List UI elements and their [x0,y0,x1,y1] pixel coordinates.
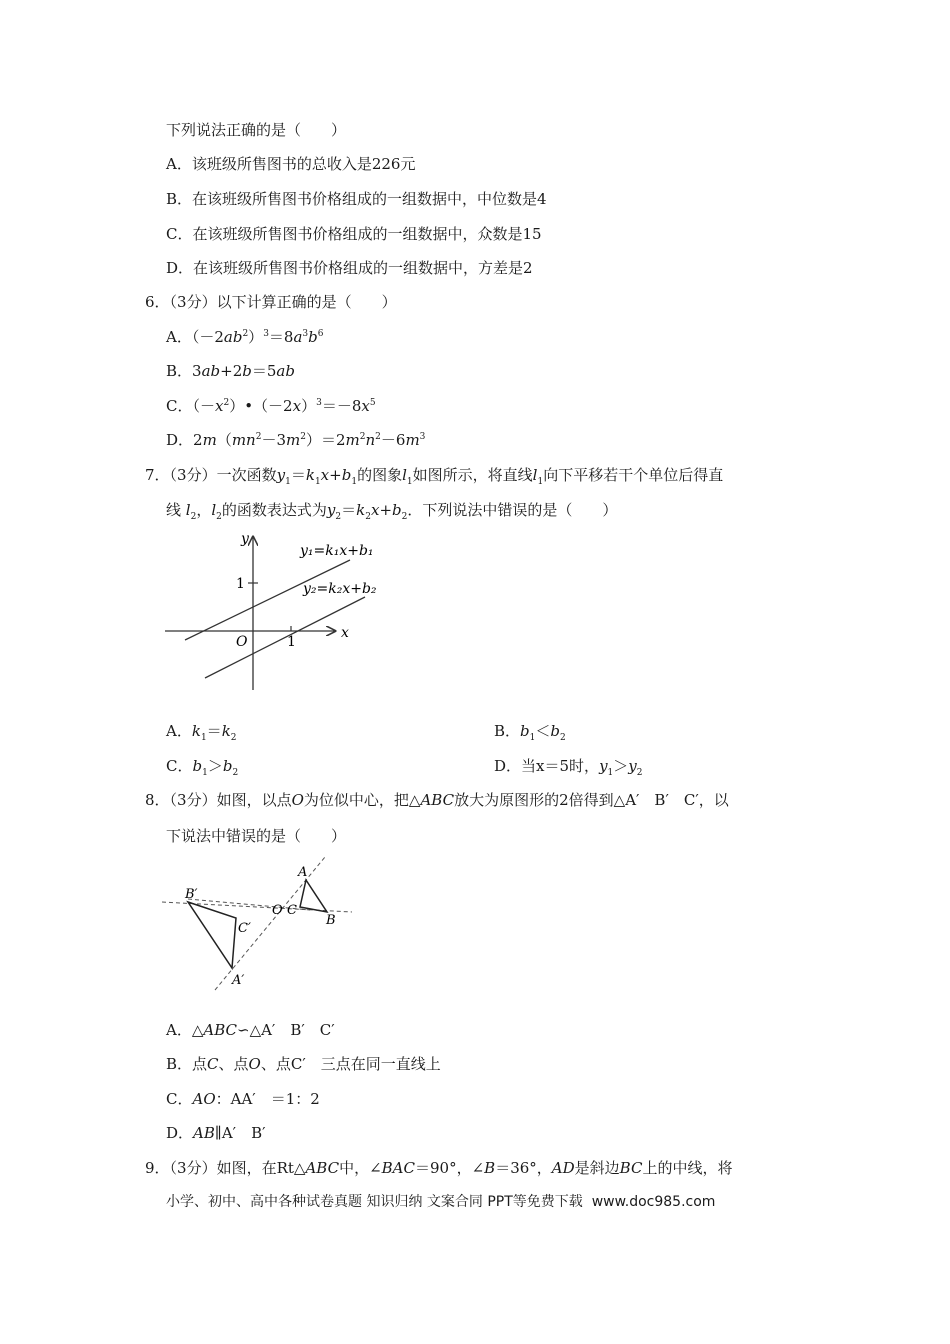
q8-option-b-text: B．点 [166,1055,208,1073]
q6-number: 6． [145,293,170,311]
q7-text: 如图所示，将直线 [412,466,533,484]
q8-option-a-text: ∽△A′ B′ C′ [237,1021,335,1039]
q9-text: 上的中线，将 [642,1159,733,1177]
origin-label: O [236,634,248,650]
q8-option-a-text: A．△ [166,1021,204,1039]
q8-option-c-text: AA′ ＝1：2 [230,1090,320,1108]
q7-option-b: B．$b_1<b_2$ [494,722,566,743]
q6-option-a-label: A． [166,328,192,346]
q6-option-c-label: C． [166,397,193,415]
footer-text: 小学、初中、高中各种试卷真题 知识归纳 文案合同 PPT等免费下载 [166,1194,583,1210]
dashed-line-a [215,857,325,990]
footer-link[interactable]: www.doc985.com [591,1194,716,1210]
triangle-a2b2c2 [188,902,236,968]
q8-text: 放大为原图形的2倍得到△ [454,791,626,809]
line-y1 [185,560,350,640]
label-b: B [326,913,336,928]
q9-text: ＝90°，∠ [415,1159,485,1177]
q8-number: 8． [145,791,170,809]
q9-text: ＝36°， [495,1159,552,1177]
y-tick-label: 1 [236,576,245,592]
q9-text: 如图，在Rt△ [216,1159,306,1177]
q7-text: ， [196,501,212,519]
x-tick-label: 1 [287,634,296,650]
label-o: O [272,903,283,918]
q6-option-b-label: B． [166,362,193,380]
q8-option-d-text: D． [166,1124,194,1142]
q8-text: 为位似中心，把△ [303,791,421,809]
q8-stem-line-2: 下说法中错误的是（ ） [166,827,347,845]
q9-stem-line: 9．（3分）如图，在Rt△ABC中，∠BAC＝90°，∠B＝36°，AD是斜边BC上的中线，将 [145,1159,733,1177]
q8-option-b-text: C′ 三点在同一直线上 [290,1055,441,1073]
q7-text: ．下列说法中错误的是（ ） [407,501,618,519]
q8-text: ，以 [698,791,729,809]
q8-option-b-text: 、点 [218,1055,249,1073]
q7-option-d-text: 当 [521,757,537,775]
q8-option-d-text: AB [193,1124,215,1142]
q8-stem-line-1: 8．（3分）如图，以点O为位似中心，把△ABC放大为原图形的2倍得到△A′ B′ C′，以 [145,791,729,809]
q5-option-d: D．在该班级所售图书价格组成的一组数据中，方差是2 [166,259,533,277]
q7-option-a: A．$k_1=k_2$ [166,722,237,743]
label-c: C [287,903,297,918]
footer [166,1192,715,1212]
q9-score: （3分） [169,1159,217,1177]
q7-option-c-label: C． [166,757,193,775]
q6-option-d-label: D． [166,431,194,449]
q7-text: 向下平移若干个单位后得直 [543,466,724,484]
q7-text: 线 [166,501,182,519]
q6-stem-line [145,292,397,312]
q8-option-b-text: 、点 [260,1055,291,1073]
q6-score: （3分） [169,293,217,311]
q7-option-a-label: A． [166,722,192,740]
q8-text: 如图，以点 [216,791,292,809]
q6-option-d: D．$2m(mn^2-3m^2)=2m^2n^2-6m^3$ [166,431,426,449]
q6-option-a: A．$(-2ab^2)^3=8a^3b^6$ [166,328,324,346]
label-c2: C′ [238,921,251,936]
line-y1-label: y₁=k₁x+b₁ [300,543,374,559]
q8-option-d [166,1123,266,1143]
q5-option-c: C．在该班级所售图书价格组成的一组数据中，众数是15 [166,225,542,243]
line-y2-label: y₂=k₂x+b₂ [303,581,377,597]
q9-text: 是斜边 [574,1159,620,1177]
q8-option-c-text: AO [192,1090,216,1108]
q7-option-b-label: B． [494,722,521,740]
q8-text: A′ B′ C′ [625,791,699,809]
q6-option-c: C．$(-x^2)•(-2x)^3=-8x^5$ [166,397,376,415]
label-a: A [298,865,308,880]
q5-stem: 下列说法正确的是（ ） [166,121,347,139]
q7-text: 的图象 [357,466,403,484]
q7-option-d-text: x＝5时， [536,757,600,775]
triangle-abc [300,880,327,912]
q6-option-b: B．3ab+2b＝5ab [166,362,295,380]
q7-stem-line-1: 7．（3分）一次函数$y_1=k_1x+b_1$的图象$l_1$如图所示，将直线$l_1$向下平移若干个单位后得直 [145,466,724,487]
q7-score: （3分） [169,466,217,484]
q5-option-a: A．该班级所售图书的总收入是226元 [166,155,416,173]
q9-text: 中，∠ [339,1159,382,1177]
q7-option-d-label: D． [494,757,522,775]
q8-option-c [166,1089,320,1109]
q8-option-c-text: ： [215,1090,231,1108]
x-axis-label: x [341,625,349,641]
q8-homothety-figure [160,852,360,1002]
q7-stem-line-2: 线 $l_2$，$l_2$的函数表达式为$y_2=k_2x+b_2$．下列说法中错误的是（ ） [166,501,618,522]
q7-option-d: D．当x＝5时，$y_1>y_2$ [494,757,643,778]
q8-score: （3分） [169,791,217,809]
q8-option-d-text: A′ B′ [221,1124,266,1142]
q7-text: 的函数表达式为 [221,501,327,519]
label-b2: B′ [185,887,198,902]
q7-option-c: C．$b_1>b_2$ [166,757,239,778]
q8-option-a: A．△ABC∽△A′ B′ C′ [166,1021,335,1039]
q8-option-c-text: C． [166,1090,193,1108]
y-axis-label: y [241,531,249,547]
q5-option-b: B．在该班级所售图书价格组成的一组数据中，中位数是4 [166,190,547,208]
q7-function-graph [160,525,400,695]
q6-stem: 以下计算正确的是（ ） [216,293,397,311]
q8-option-b: B．点C、点O、点C′ 三点在同一直线上 [166,1055,441,1073]
q8-option-d-text: ∥ [214,1124,222,1142]
label-a2: A′ [232,973,245,988]
q9-number: 9． [145,1159,170,1177]
q7-number: 7． [145,466,170,484]
q7-text: 一次函数 [216,466,277,484]
